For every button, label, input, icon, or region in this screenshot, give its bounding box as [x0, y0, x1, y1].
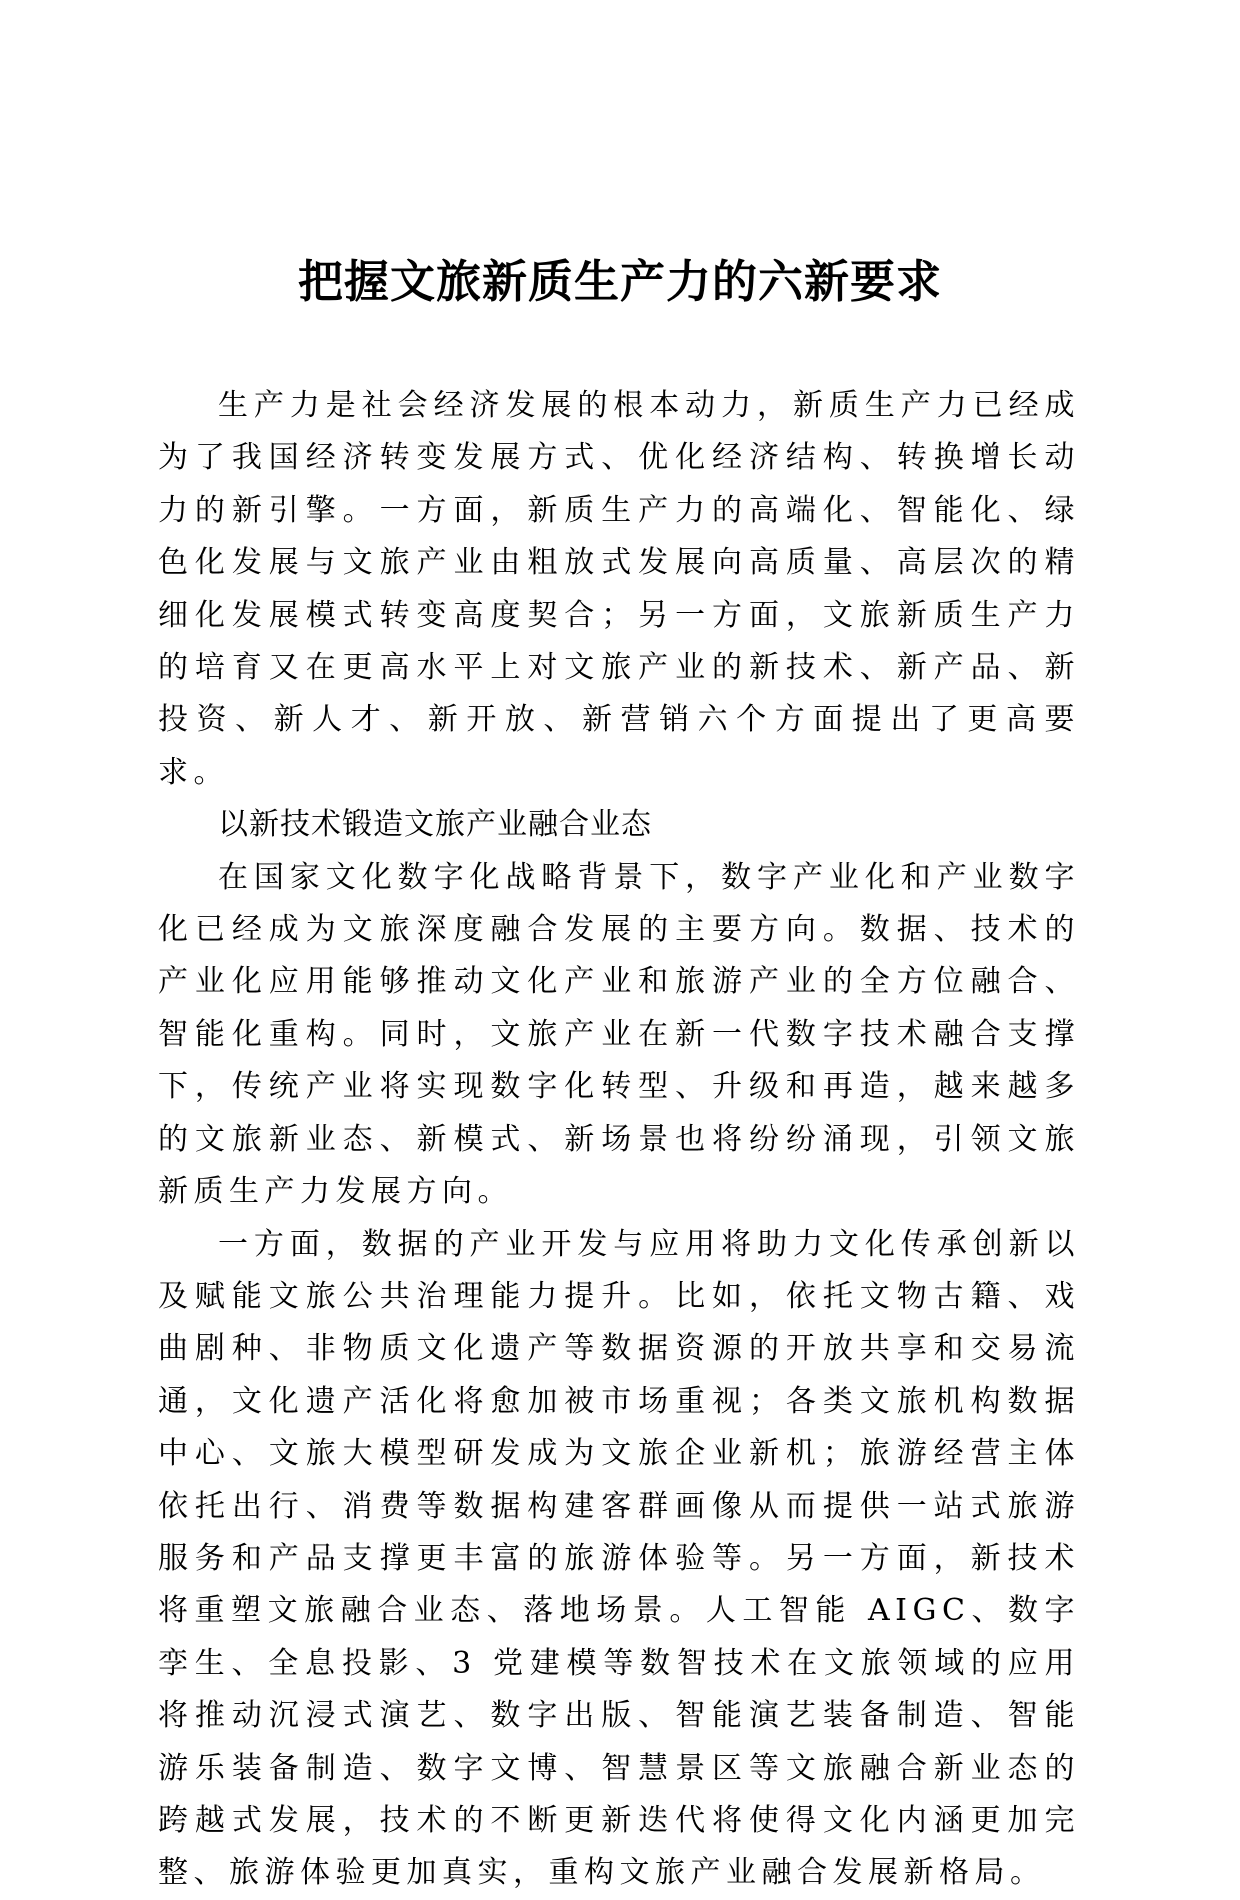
body-paragraph: 在国家文化数字化战略背景下，数字产业化和产业数字化已经成为文旅深度融合发展的主要方向。数据、技术的产业化应用能够推动文化产业和旅游产业的全方位融合、智能化重构。同时，文旅产业在新一代数字技术融合支撑下，传统产业将实现数字化转型、升级和再造，越来越多的文旅新业态、新模式、新场景也将纷纷涌现，引领文旅新质生产力发展方向。: [158, 859, 1080, 1210]
section-heading: 以新技术锻造文旅产业融合业态: [218, 807, 652, 843]
body-paragraph: 一方面，数据的产业开发与应用将助力文化传承创新以及赋能文旅公共治理能力提升。比如，依托文物古籍、戏曲剧种、非物质文化遗产等数据资源的开放共享和交易流通，文化遗产活化将愈加被市场重视；各类文旅机构数据中心、文旅大模型研发成为文旅企业新机；旅游经营主体依托出行、消费等数据构建客群画像从而提供一站式旅游服务和产品支撑更丰富的旅游体验等。另一方面，新技术将重塑文旅融合业态、落地场景。人工智能 AIGC、数字孪生、全息投影、3 党建模等数智技术在文旅领域的应用将推动沉浸式演艺、数字出版、智能演艺装备制造、智能游乐装备制造、数字文博、智慧景区等文旅融合新业态的跨越式发展，技术的不断更新迭代将使得文化内涵更加完整、旅游体验更加真实，重构文旅产业融合发展新格局。: [158, 1226, 1080, 1891]
document-title: 把握文旅新质生产力的六新要求: [297, 255, 942, 308]
document-body: [158, 380, 1080, 1900]
intro-paragraph: 生产力是社会经济发展的根本动力，新质生产力已经成为了我国经济转变发展方式、优化经济结构、转换增长动力的新引擎。一方面，新质生产力的高端化、智能化、绿色化发展与文旅产业由粗放式发展向高质量、高层次的精细化发展模式转变高度契合；另一方面，文旅新质生产力的培育又在更高水平上对文旅产业的新技术、新产品、新投资、新人才、新开放、新营销六个方面提出了更高要求。: [158, 388, 1080, 790]
